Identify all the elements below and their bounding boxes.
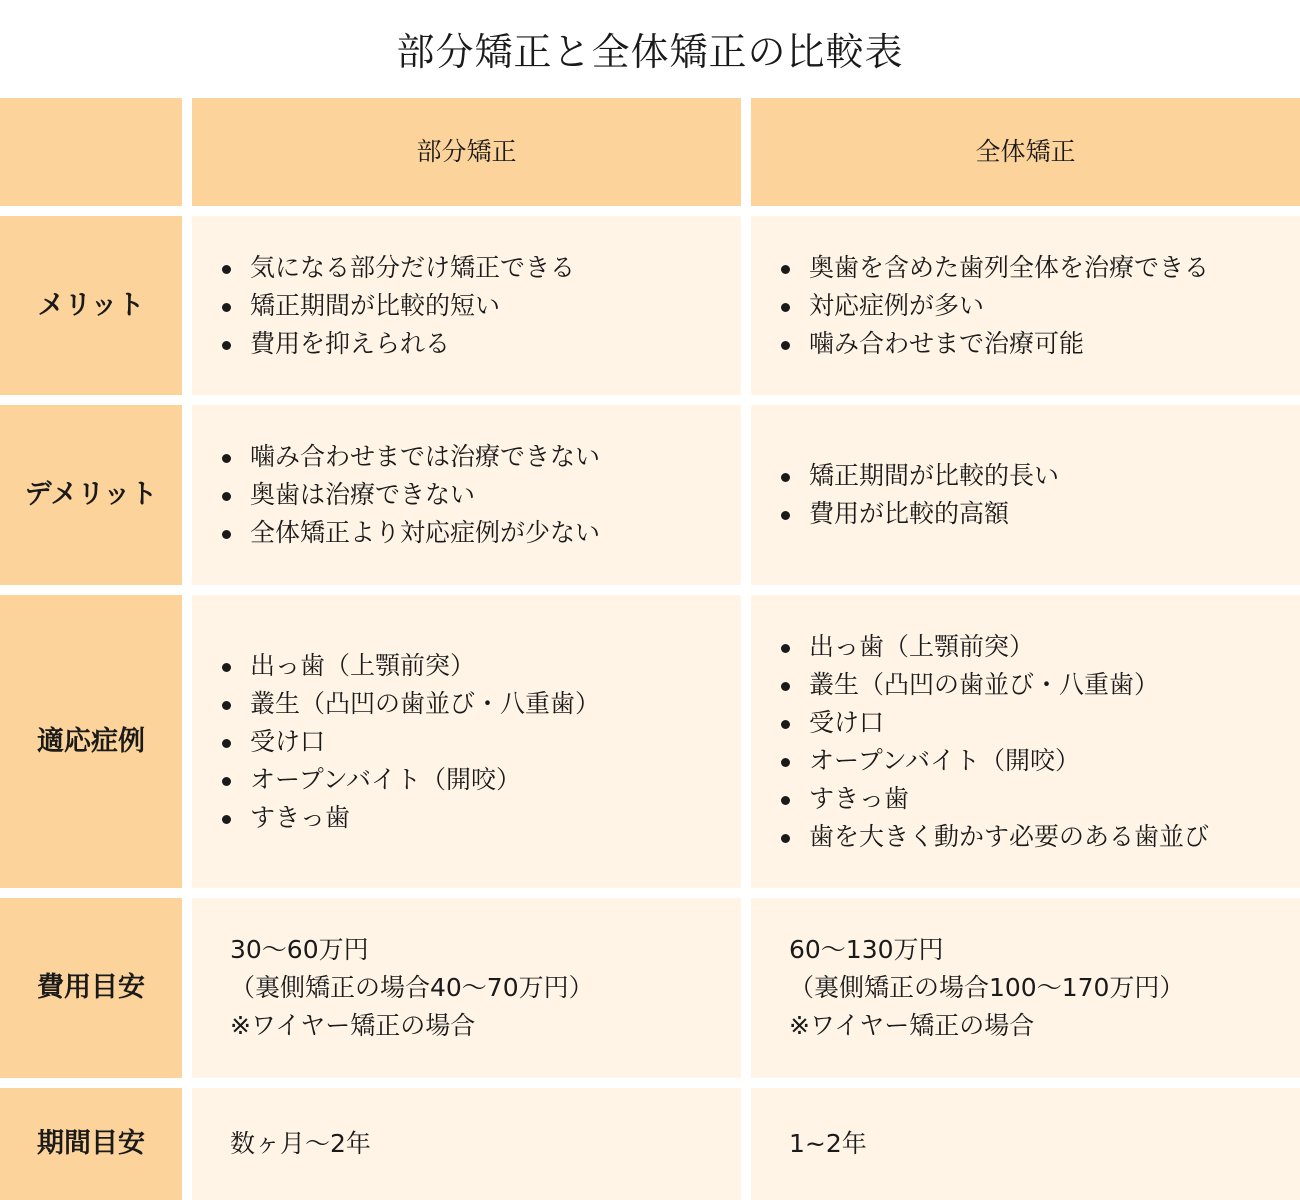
merit-partial-list bbox=[192, 249, 575, 363]
cost-line: （裏側矯正の場合100〜170万円） bbox=[789, 973, 1185, 1002]
list-item: 叢生（凸凹の歯並び・八重歯） bbox=[781, 666, 1209, 704]
demerit-full-cell bbox=[751, 405, 1300, 585]
merit-full-list bbox=[751, 249, 1209, 363]
demerit-full-list bbox=[751, 457, 1059, 533]
list-item: 噛み合わせまで治療可能 bbox=[781, 325, 1209, 363]
list-item: 費用を抑えられる bbox=[222, 325, 575, 363]
list-item: 受け口 bbox=[781, 704, 1209, 742]
list-item: 全体矯正より対応症例が少ない bbox=[222, 514, 600, 552]
list-item: 出っ歯（上顎前突） bbox=[222, 647, 600, 685]
merit-full-cell bbox=[751, 216, 1300, 395]
merit-partial-cell bbox=[192, 216, 741, 395]
list-item: 矯正期間が比較的長い bbox=[781, 457, 1059, 495]
list-item: すきっ歯 bbox=[781, 780, 1209, 818]
indications-full-list bbox=[751, 628, 1209, 856]
period-partial-cell bbox=[192, 1088, 741, 1200]
list-item: 叢生（凸凹の歯並び・八重歯） bbox=[222, 685, 600, 723]
row-label-period: 期間目安 bbox=[0, 1088, 182, 1200]
header-corner bbox=[0, 98, 182, 206]
cost-line: ※ワイヤー矯正の場合 bbox=[789, 1011, 1035, 1040]
demerit-partial-list bbox=[192, 438, 600, 552]
indications-partial-cell bbox=[192, 595, 741, 888]
period-partial-text: 数ヶ月〜2年 bbox=[230, 1129, 371, 1158]
list-item: 出っ歯（上顎前突） bbox=[781, 628, 1209, 666]
list-item: 費用が比較的高額 bbox=[781, 495, 1059, 533]
cost-full-text bbox=[789, 931, 1184, 1045]
cost-partial-text bbox=[230, 931, 594, 1045]
indications-full-cell bbox=[751, 595, 1300, 888]
period-full-cell bbox=[751, 1088, 1300, 1200]
list-item: 歯を大きく動かす必要のある歯並び bbox=[781, 818, 1209, 856]
cost-line: （裏側矯正の場合40〜70万円） bbox=[230, 973, 594, 1002]
list-item: 矯正期間が比較的短い bbox=[222, 287, 575, 325]
list-item: オープンバイト（開咬） bbox=[222, 761, 600, 799]
period-full-text: 1~2年 bbox=[789, 1129, 867, 1158]
list-item: 対応症例が多い bbox=[781, 287, 1209, 325]
header-full: 全体矯正 bbox=[751, 98, 1300, 206]
list-item: 奥歯を含めた歯列全体を治療できる bbox=[781, 249, 1209, 287]
list-item: 噛み合わせまでは治療できない bbox=[222, 438, 600, 476]
row-label-cost: 費用目安 bbox=[0, 898, 182, 1078]
indications-partial-list bbox=[192, 647, 600, 837]
list-item: すきっ歯 bbox=[222, 799, 600, 837]
page-title: 部分矯正と全体矯正の比較表 bbox=[396, 30, 904, 74]
row-label-indications: 適応症例 bbox=[0, 595, 182, 888]
list-item: 受け口 bbox=[222, 723, 600, 761]
header-partial: 部分矯正 bbox=[192, 98, 741, 206]
cost-line: ※ワイヤー矯正の場合 bbox=[230, 1011, 476, 1040]
demerit-partial-cell bbox=[192, 405, 741, 585]
row-label-demerit: デメリット bbox=[0, 405, 182, 585]
row-label-merit: メリット bbox=[0, 216, 182, 395]
list-item: 奥歯は治療できない bbox=[222, 476, 600, 514]
cost-partial-cell bbox=[192, 898, 741, 1078]
list-item: オープンバイト（開咬） bbox=[781, 742, 1209, 780]
cost-line: 30〜60万円 bbox=[230, 935, 369, 964]
cost-line: 60〜130万円 bbox=[789, 935, 944, 964]
list-item: 気になる部分だけ矯正できる bbox=[222, 249, 575, 287]
cost-full-cell bbox=[751, 898, 1300, 1078]
